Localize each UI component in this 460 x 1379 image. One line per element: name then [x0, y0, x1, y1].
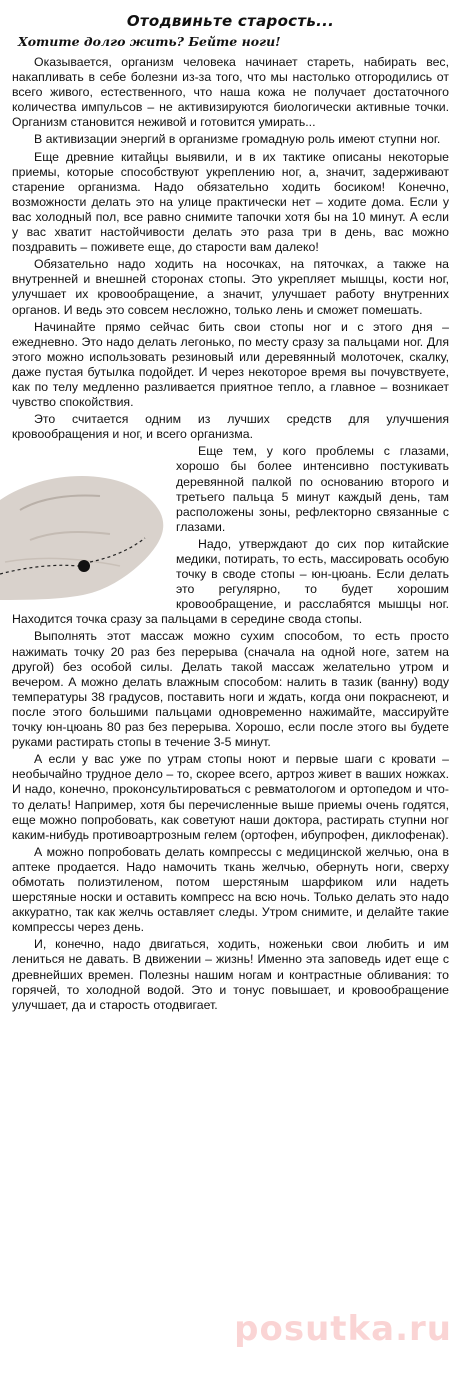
article-paragraph: Начинайте прямо сейчас бить свои стопы ног и с этого дня – ежедневно. Это надо делать легонько, по месту сразу за пальцами ног. Для этого можно использовать резиновый или деревянный молоточек, скалку, даже пустая бутылка подойдет. И через некоторое время вы почувствуете, как по телу медленно разливается приятное тепло, а главное – возникает чувство спокойствия.: [12, 319, 449, 410]
article-body: [12, 55, 449, 1013]
article-paragraph: Еще тем, у кого проблемы с глазами, хорошо бы более интенсивно постукивать деревянной палкой по основанию второго и третьего пальца 5 минут каждый день, там расположены зоны, рефлекторно связанные с глазами.: [176, 444, 449, 534]
article-paragraph: А можно попробовать делать компрессы с медицинской желчью, она в аптеке продается. Надо намочить ткань желчью, обернуть ноги, сверху обмотать полиэтиленом, потом шерстяным шарфиком или надеть шерстяные носки и оставить компресс на всю ночь. Только делать это надо аккуратно, так как желчь оставляет следы. Утром снимите, и делайте такие компрессы через день.: [12, 844, 449, 935]
article-paragraph: И, конечно, надо двигаться, ходить, ноженьки свои любить и им лениться не давать. В движении – жизнь! Именно эта заповедь идет еще с древнейших времен. Полезны нашим ногам и контрастные обливания: то горячей, то холодной водой. Это и тонус повышает, и кровообращение улучшает, да и старость отодвигает.: [12, 937, 449, 1012]
article-paragraph: В активизации энергий в организме громадную роль имеют ступни ног.: [34, 132, 441, 147]
article-subtitle: Хотите долго жить? Бейте ноги!: [18, 34, 281, 49]
article-paragraph: Еще древние китайцы выявили, и в их тактике описаны некоторые приемы, которые способствуют укреплению ног, а, значит, задерживают старение организма. Надо обязательно ходить босиком! Конечно, возможности делать это на улице практически нет – ходите дома. Если у вас холодный пол, все равно снимите тапочки хотя бы на 10 минут. А если у вас хватит настойчивости делать это раза три в день, вас можно поздравить – поживете еще, до старости вам далеко!: [12, 149, 449, 255]
article-paragraph: Надо, утверждают до сих пор китайские медики, потирать, то есть, массировать особую точку в своде стопы – юн-цюань. Если делать это регулярно, то будет хорошим кровообращение, и расслабятся мышцы ног. Находится точка сразу за пальцами в середине свода стопы.: [12, 536, 449, 627]
article-paragraph: Выполнять этот массаж можно сухим способом, то есть просто нажимать точку 20 раз без перерыва (сначала на одной ноге, затем на другой) без особой силы. Делать такой массаж желательно утром и вечером. А можно делать влажным способом: налить в тазик (ванну) воду температуры 38 градусов, поставить ноги и ждать, когда они покраснеют, и после этого большими пальцами одновременно нажимайте, массируйте точку юн-цюань 80 раз без перерыва. Хорошо, если после этого вы будете руками растирать стопы в течение 3-5 минут.: [12, 629, 449, 750]
yong-quan-point: [78, 560, 90, 572]
article-paragraph: А если у вас уже по утрам стопы ноют и первые шаги с кровати – необычайно трудное дело – то, скорее всего, артроз живет в ваших ножках. И надо, конечно, проконсультироваться с ревматологом и ортопедом и что-то делать! Например, хотя бы перечисленные выше приемы очень годятся, еще можно попробовать, как советуют наши доктора, растирать ступни ног каким-нибудь противоартрозным гелем (ортофен, ибупрофен, диклофенак).: [12, 752, 449, 842]
article-paragraph: Оказывается, организм человека начинает стареть, набирать вес, накапливать в себе болезни из-за того, что мы настолько отгородились от всего живого, естественного, что наша кожа не получает достаточного количества импульсов – не активизируются биологически активные точки. Организм становится неживой и готовится умирать...: [12, 55, 449, 130]
foot-sole-illustration: [0, 470, 168, 600]
article-paragraph: Это считается одним из лучших средств для улучшения кровообращения и ног, и всего организма.: [12, 412, 449, 442]
foot-sole-icon: [0, 470, 168, 600]
article-paragraph: Обязательно надо ходить на носочках, на пяточках, а также на внутренней и внешней сторонах стопы. Это укрепляет мышцы, кости ног, улучшает их кровообращение, а значит, улучшает работу внутренних органов. И ведь это совсем несложно, только лень и сможет помешать.: [12, 257, 449, 317]
article-title: Отодвиньте старость...: [126, 12, 335, 30]
watermark: posutka.ru: [234, 1309, 452, 1349]
